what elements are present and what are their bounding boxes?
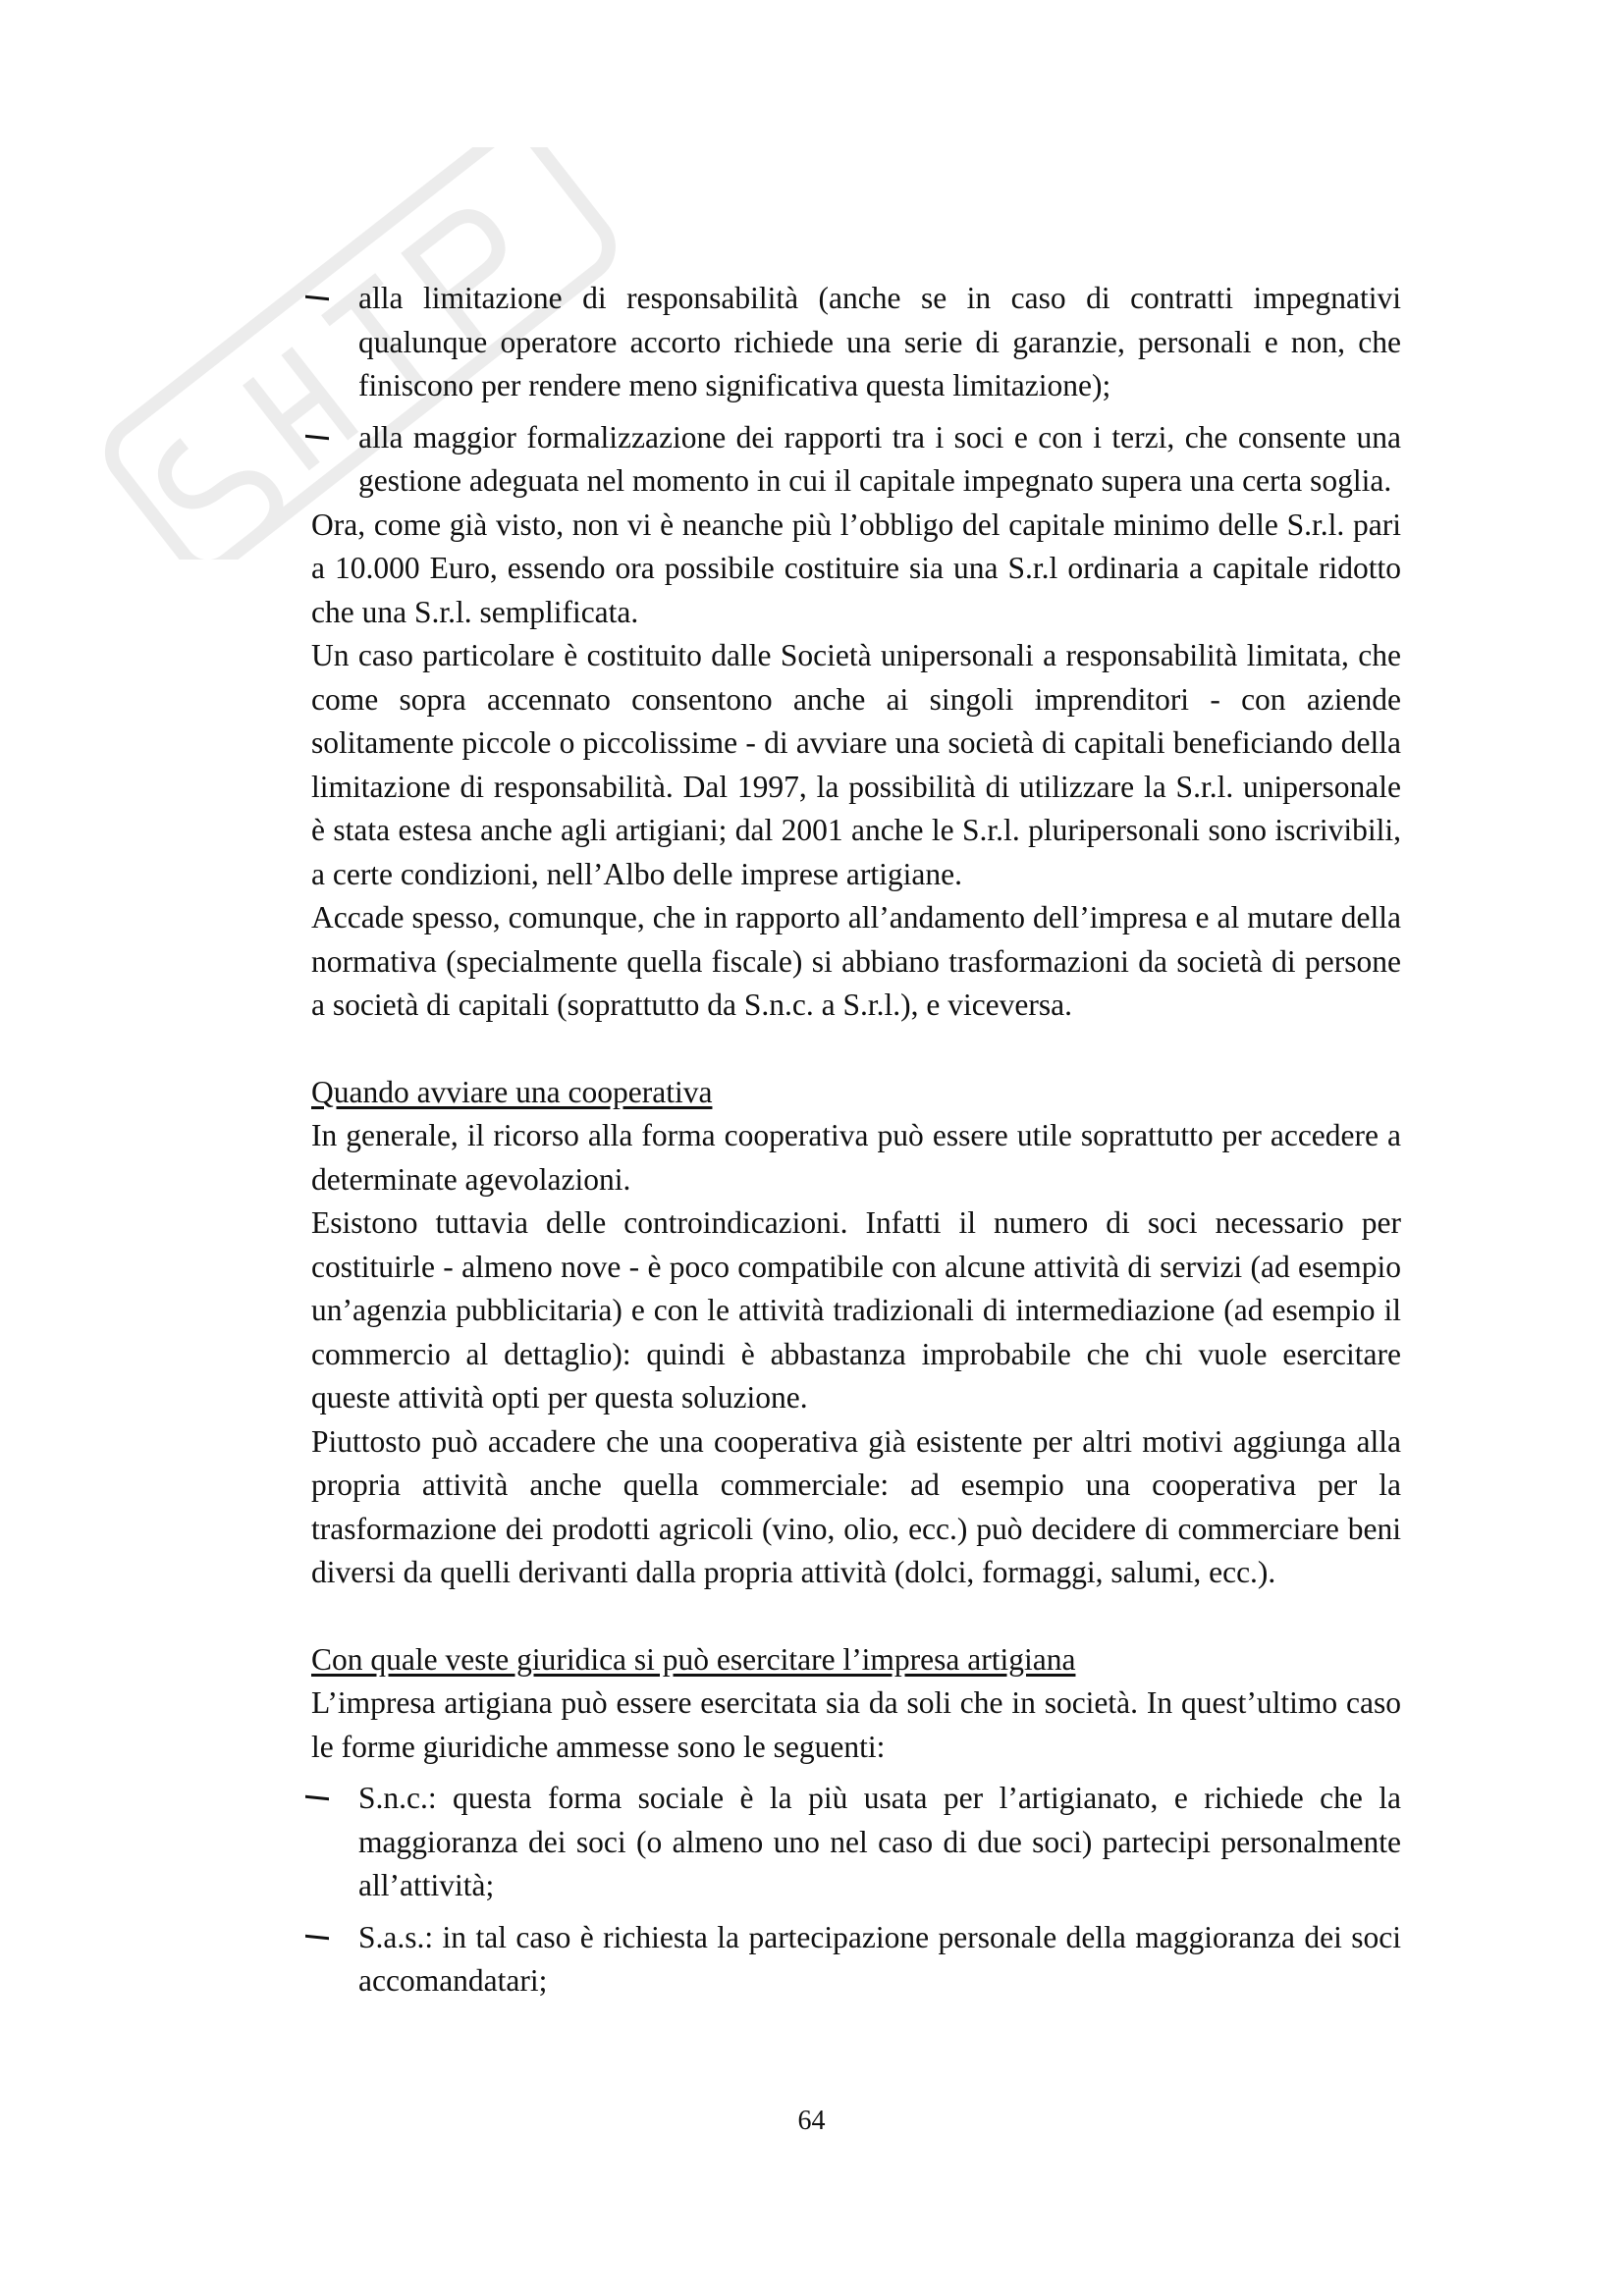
list-item bbox=[311, 277, 1401, 408]
list-item bbox=[311, 1916, 1401, 2003]
paragraph: Ora, come già visto, non vi è neanche più l’obbligo del capitale minimo delle S.r.l. pari a 10.000 Euro, essendo ora possibile costituire sia una S.r.l ordinaria a capitale ridotto che una S.r.l. semplificata. bbox=[311, 507, 1401, 629]
page-number: 64 bbox=[797, 2106, 826, 2136]
dash-bullet-icon bbox=[305, 1934, 329, 1940]
paragraph: Un caso particolare è costituito dalle Società unipersonali a responsabilità limitata, che come sopra accennato consentono anche ai singoli imprenditori - con aziende solitamente piccole o piccolissime - di avviare una società di capitali beneficiando della limitazione di responsabilità. Dal 1997, la possibilità di utilizzare la S.r.l. unipersonale è stata estesa anche agli artigiani; dal 2001 anche le S.r.l. pluripersonali sono iscrivibili, a certe condizioni, nell’Albo delle imprese artigiane. bbox=[311, 638, 1401, 891]
paragraph: Accade spesso, comunque, che in rapporto all’andamento dell’impresa e al mutare della normativa (specialmente quella fiscale) si abbiano trasformazioni da società di persone a società di capitali (soprattutto da S.n.c. a S.r.l.), e viceversa. bbox=[311, 900, 1401, 1022]
paragraph: Esistono tuttavia delle controindicazioni. Infatti il numero di soci necessario per costituirle - almeno nove - è poco compatibile con alcune attività di servizi (ad esempio un’agenzia pubblicitaria) e con le attività tradizionali di intermediazione (ad esempio il commercio al dettaglio): quindi è abbastanza improbabile che chi vuole esercitare queste attività opti per questa soluzione. bbox=[311, 1205, 1401, 1415]
list-item-text: S.n.c.: questa forma sociale è la più usata per l’artigianato, e richiede che la maggioranza dei soci (o almeno uno nel caso di due soci) partecipi personalmente all’attività; bbox=[358, 1781, 1401, 1902]
paragraph: L’impresa artigiana può essere esercitata sia da soli che in società. In quest’ultimo caso le forme giuridiche ammesse sono le seguenti: bbox=[311, 1685, 1401, 1764]
dash-bullet-icon bbox=[305, 295, 329, 301]
paragraph: In generale, il ricorso alla forma cooperativa può essere utile soprattutto per accedere a determinate agevolazioni. bbox=[311, 1118, 1401, 1197]
list-item bbox=[311, 1777, 1401, 1908]
list-item-text: alla maggior formalizzazione dei rapporti tra i soci e con i terzi, che consente una gestione adeguata nel momento in cui il capitale impegnato supera una certa soglia. bbox=[358, 419, 1401, 498]
section-heading-cooperativa: Quando avviare una cooperativa bbox=[311, 1074, 713, 1109]
list-item-text: alla limitazione di responsabilità (anche se in caso di contratti impegnativi qualunque operatore accorto richiede una serie di garanzie, personali e non, che finiscono per rendere meno significativa questa limitazione); bbox=[358, 281, 1401, 402]
page-content bbox=[311, 277, 1401, 2003]
list-item-text: S.a.s.: in tal caso è richiesta la partecipazione personale della maggioranza dei soci accomandatari; bbox=[358, 1919, 1401, 1998]
dash-bullet-icon bbox=[305, 434, 329, 440]
dash-bullet-icon bbox=[305, 1795, 329, 1801]
paragraph: Piuttosto può accadere che una cooperativa già esistente per altri motivi aggiunga alla propria attività anche quella commerciale: ad esempio una cooperativa per la trasformazione dei prodotti agricoli (vino, olio, ecc.) può decidere di commerciare beni diversi da quelli derivanti dalla propria attività (dolci, formaggi, salumi, ecc.). bbox=[311, 1423, 1401, 1589]
section-heading-artigiana: Con quale veste giuridica si può esercitare l’impresa artigiana bbox=[311, 1641, 1076, 1677]
list-item bbox=[311, 416, 1401, 504]
